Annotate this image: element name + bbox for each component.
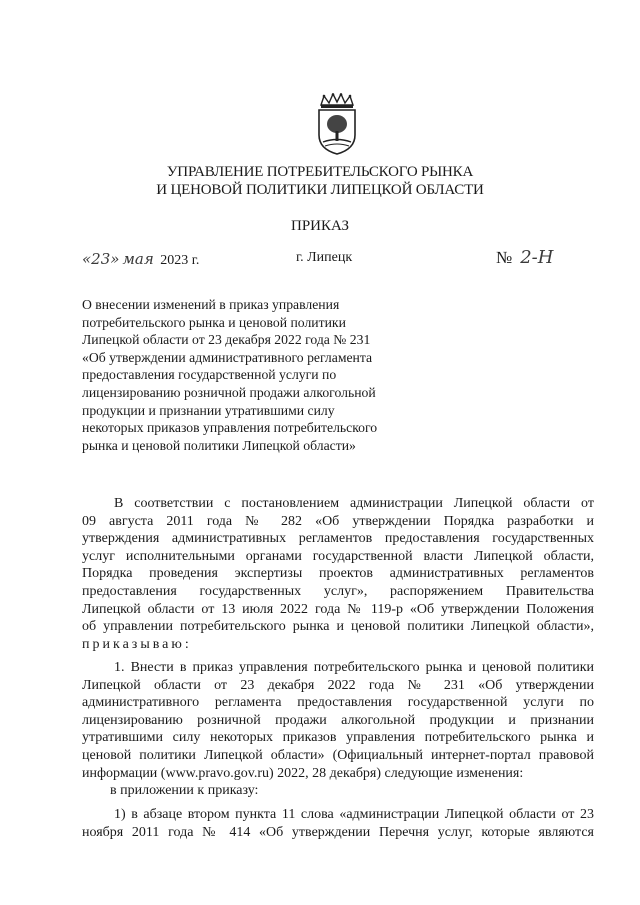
subject-line: некоторых приказов управления потребительского — [82, 420, 378, 436]
document-city: г. Липецк — [296, 250, 353, 265]
number-handwritten: 2-Н — [520, 247, 554, 268]
body-line: В соответствии с постановлением администрации Липецкой области от — [114, 496, 594, 511]
date-year: 2023 г. — [160, 253, 200, 268]
body-line: лицензированию розничной продажи алкогольной продукции и признании — [82, 712, 594, 728]
subject-line: продукции и признании утратившими силу — [82, 402, 335, 418]
body-line: Порядка проведения экспертизы проектов административных регламентов — [82, 566, 594, 582]
subject-line: Липецкой области от 23 декабря 2022 года № 231 — [82, 332, 371, 348]
body-line: 1) в абзаце втором пункта 11 слова «администрации Липецкой области от 23 — [114, 807, 594, 822]
body-line: ноября 2011 года № 414 «Об утверждении Перечня услуг, которые являются — [82, 824, 594, 840]
body-line: в приложении к приказу: — [110, 783, 259, 799]
document-date — [82, 250, 199, 269]
org-name-line2: И ЦЕНОВОЙ ПОЛИТИКИ ЛИПЕЦКОЙ ОБЛАСТИ — [156, 182, 484, 198]
preamble-paragraph — [82, 495, 594, 653]
body-line: утверждения административных регламентов предоставления государственных — [82, 531, 594, 547]
body-line: информации (www.pravo.gov.ru) 2022, 28 декабря) следующие изменения: — [82, 765, 524, 781]
body-line: услуг исполнительными органами государственной власти Липецкой области, — [82, 548, 594, 564]
body-line: об управлении потребительского рынка и ценовой политики Липецкой области», — [82, 619, 594, 635]
subject-line: лицензированию розничной продажи алкогольной — [82, 384, 376, 400]
subject-line: рынка и ценовой политики Липецкой области» — [82, 437, 356, 453]
subject-line: предоставления государственной услуги по — [82, 367, 337, 383]
body-line: административного регламента предоставления государственной услуги по — [82, 695, 594, 711]
date-day-handwritten: «23» — [82, 250, 120, 268]
body-line: Липецкой области от 13 июля 2022 года № 119-р «Об утверждении Положения — [82, 601, 594, 617]
date-month-handwritten: мая — [122, 250, 154, 268]
item-1-paragraph — [82, 659, 594, 800]
body-line: утратившими силу некоторых приказов управления потребительского рынка и — [82, 730, 594, 746]
document-subject — [82, 296, 412, 454]
subject-line: потребительского рынка и ценовой политики — [82, 314, 346, 330]
document-number — [496, 247, 553, 268]
org-name-line1: УПРАВЛЕНИЕ ПОТРЕБИТЕЛЬСКОГО РЫНКА — [166, 164, 474, 180]
document-type: ПРИКАЗ — [291, 218, 349, 234]
number-label: № — [496, 248, 513, 267]
body-line: 09 августа 2011 года № 282 «Об утверждении Порядка разработки и — [82, 513, 594, 529]
body-line: 1. Внести в приказ управления потребительского рынка и ценовой политики — [114, 660, 594, 675]
body-line: ценовой политики Липецкой области» (Официальный интернет-портал правовой — [82, 747, 594, 763]
body-line: предоставления государственных услуг», распоряжением Правительства — [82, 583, 594, 599]
order-word: приказываю: — [82, 636, 192, 652]
subject-line: О внесении изменений в приказ управления — [82, 297, 340, 312]
subject-line: «Об утверждении административного регламента — [82, 349, 373, 365]
body-line: Липецкой области от 23 декабря 2022 года № 231 «Об утверждении — [82, 677, 594, 693]
coat-of-arms-icon — [315, 93, 359, 155]
item-1-subitem-1 — [82, 806, 594, 841]
